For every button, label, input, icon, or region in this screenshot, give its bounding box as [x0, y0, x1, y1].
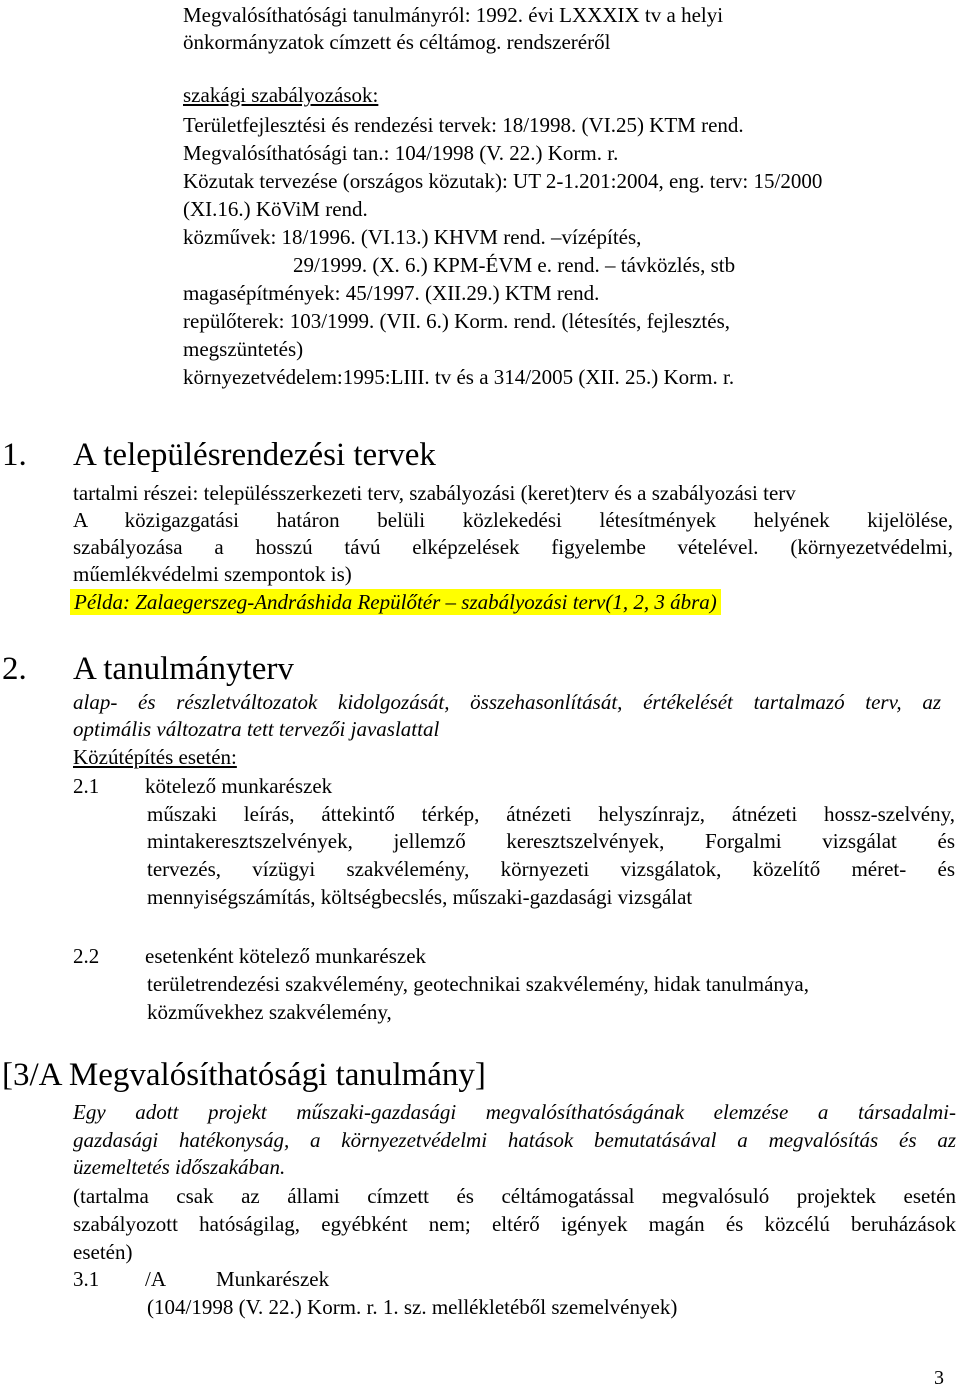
regulation-line: Közutak tervezése (országos közutak): UT 2-1.201:2004, eng. terv: 15/2000 [183, 169, 823, 193]
subsection-3-1-number: 3.1 [73, 1267, 100, 1291]
subsection-2-1-number: 2.1 [73, 774, 100, 798]
subsection-2-2-label: esetenként kötelező munkarészek [145, 944, 427, 968]
section-1-number: 1. [2, 437, 27, 473]
subsection-3-1-code: /A [145, 1267, 166, 1291]
section-3a-definition: gazdasági hatékonyság, a környezetvédelmi hatások bemutatásával a megvalósítás és az [73, 1128, 956, 1152]
page-number: 3 [934, 1367, 944, 1389]
subsection-2-2-line: területrendezési szakvélemény, geotechnikai szakvélemény, hidak tanulmánya, [147, 972, 809, 996]
section-3a-note: (tartalma csak az állami címzett és céltámogatással megvalósuló projektek esetén [73, 1184, 956, 1208]
section-2-definition: optimális változatra tett tervezői javaslattal [73, 717, 440, 741]
subsection-2-1-line: mintakeresztszelvények, jellemző keresztszelvények, Forgalmi vizsgálat és [147, 829, 955, 853]
subsection-3-1-detail: (104/1998 (V. 22.) Korm. r. 1. sz. mellékletéből szemelvények) [147, 1295, 678, 1319]
example-highlight: Példa: Zalaegerszeg-Andráshida Repülőtér – szabályozási terv(1, 2, 3 ábra) [70, 589, 721, 615]
intro-line-1: Megvalósíthatósági tanulmányról: 1992. évi LXXXIX tv a helyi [183, 3, 724, 27]
regulation-line: 29/1999. (X. 6.) KPM-ÉVM e. rend. – távközlés, stb [293, 253, 736, 277]
section-1-line: tartalmi részei: településszerkezeti terv, szabályozási (keret)terv és a szabályozási terv [73, 481, 796, 505]
section-3a-definition: üzemeltetés időszakában. [73, 1155, 286, 1179]
subsection-2-2-line: közművekhez szakvélemény, [147, 1000, 392, 1024]
regulation-line: magasépítmények: 45/1997. (XII.29.) KTM rend. [183, 281, 600, 305]
regulation-line: környezetvédelem:1995:LIII. tv és a 314/2005 (XII. 25.) Korm. r. [183, 365, 735, 389]
section-3a-note: esetén) [73, 1240, 133, 1264]
subsection-2-2-number: 2.2 [73, 944, 100, 968]
intro-line-2: önkormányzatok címzett és céltámog. rendszeréről [183, 30, 611, 54]
section-3a-note: szabályozott hatóságilag, egyébként nem; eltérő igények magán és közcélú beruházások [73, 1212, 956, 1236]
regulation-line: Területfejlesztési és rendezési tervek: 18/1998. (VI.25) KTM rend. [183, 113, 744, 137]
subsection-2-1-label: kötelező munkarészek [145, 774, 333, 798]
section-1-line: műemlékvédelmi szempontok is) [73, 562, 352, 586]
section-2-title: A tanulmányterv [73, 651, 294, 687]
section-2-definition: alap- és részletváltozatok kidolgozását, összehasonlítását, értékelését tartalmazó terv, az [73, 690, 941, 714]
section-3a-definition: Egy adott projekt műszaki-gazdasági megvalósíthatóságának elemzése a társadalmi- [73, 1100, 956, 1124]
subsection-3-1-label: Munkarészek [216, 1267, 330, 1291]
section-3a-title: [3/A Megvalósíthatósági tanulmány] [2, 1057, 486, 1093]
subsection-2-1-line: tervezés, vízügyi szakvélemény, környezeti vizsgálatok, közelítő méret- és [147, 857, 955, 881]
road-construction-heading: Közútépítés esetén: [73, 745, 237, 769]
subsection-2-1-line: mennyiségszámítás, költségbecslés, műszaki-gazdasági vizsgálat [147, 885, 693, 909]
regulation-line: (XI.16.) KöViM rend. [183, 197, 368, 221]
regulations-heading: szakági szabályozások: [183, 83, 379, 107]
regulation-line: repülőterek: 103/1999. (VII. 6.) Korm. rend. (létesítés, fejlesztés, [183, 309, 730, 333]
regulation-line: közművek: 18/1996. (VI.13.) KHVM rend. –vízépítés, [183, 225, 642, 249]
section-1-line: A közigazgatási határon belüli közlekedési létesítmények helyének kijelölése, [73, 508, 953, 532]
regulation-line: megszüntetés) [183, 337, 304, 361]
regulation-line: Megvalósíthatósági tan.: 104/1998 (V. 22.) Korm. r. [183, 141, 619, 165]
subsection-2-1-line: műszaki leírás, áttekintő térkép, átnézeti helyszínrajz, átnézeti hossz-szelvény, [147, 802, 955, 826]
section-1-title: A településrendezési tervek [73, 437, 436, 473]
section-1-line: szabályozása a hosszú távú elképzelések figyelembe vételével. (környezetvédelmi, [73, 535, 953, 559]
section-2-number: 2. [2, 651, 27, 687]
